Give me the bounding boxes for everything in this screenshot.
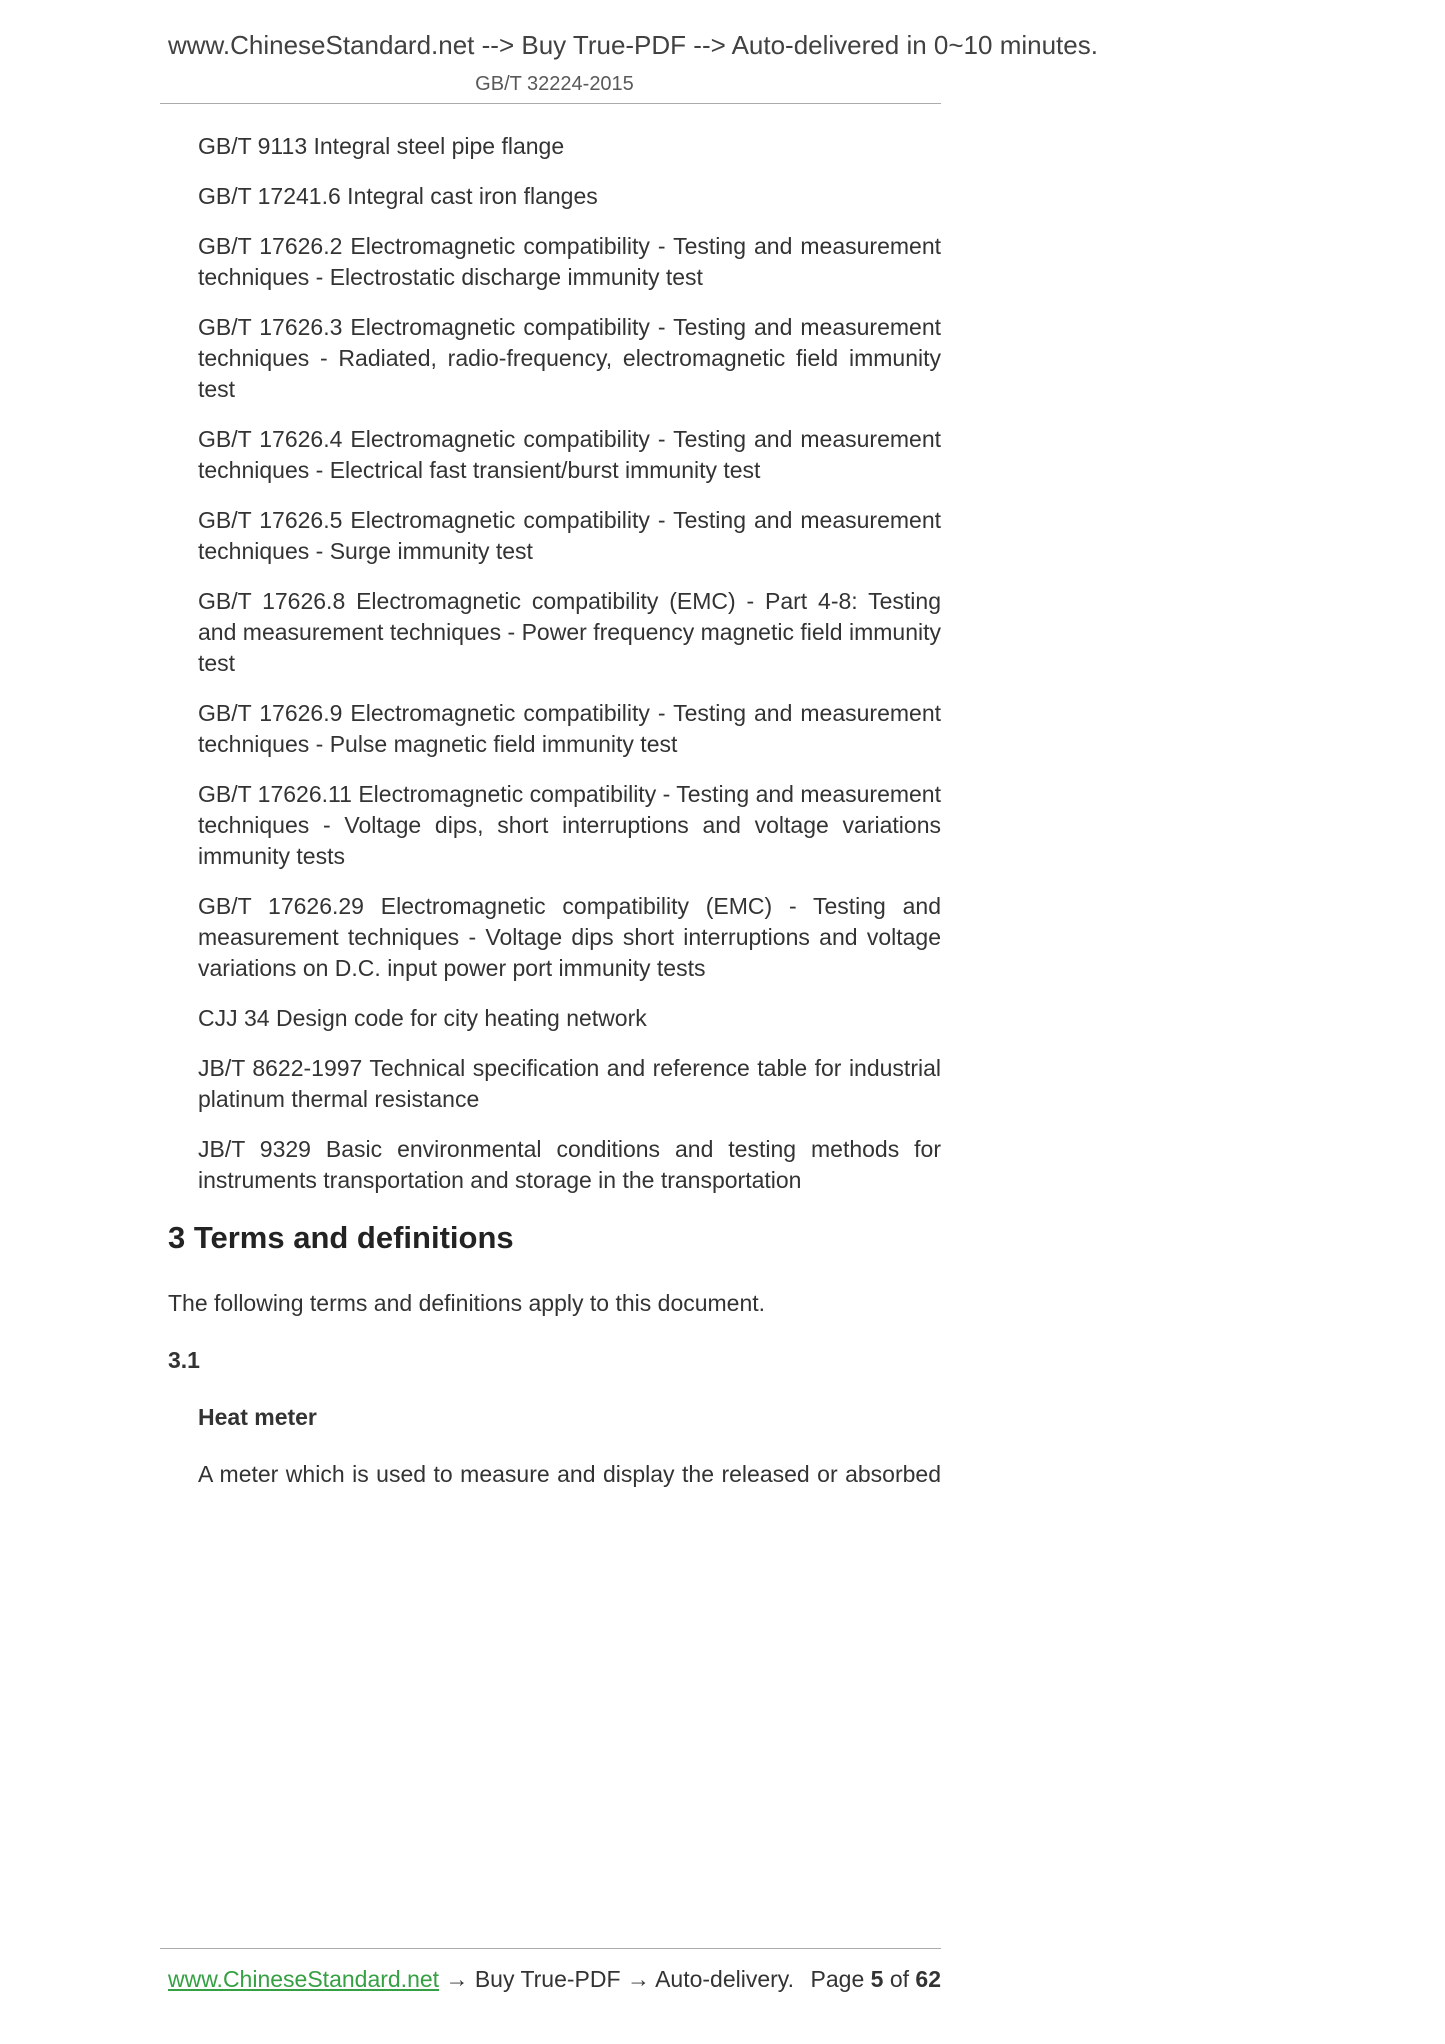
header-banner: www.ChineseStandard.net --> Buy True-PDF --> Auto-delivered in 0~10 minutes. (168, 30, 1098, 60)
reference-item: GB/T 9113 Integral steel pipe flange (198, 133, 565, 159)
page-total: 62 (915, 1966, 941, 1992)
reference-item: CJJ 34 Design code for city heating network (198, 1005, 647, 1031)
reference-item: GB/T 17626.11 Electromagnetic compatibility - Testing and measurement techniques - Voltage dips, short interruptions and voltage variations immunity tests (198, 781, 941, 869)
document-body (168, 131, 941, 1490)
header-doc-number: GB/T 32224-2015 (475, 73, 634, 95)
reference-item: GB/T 17626.4 Electromagnetic compatibility - Testing and measurement techniques - Electrical fast transient/burst immunity test (198, 426, 941, 483)
reference-item: JB/T 8622-1997 Technical specification and reference table for industrial platinum thermal resistance (198, 1055, 941, 1112)
term-name: Heat meter (198, 1404, 317, 1430)
term-number: 3.1 (168, 1347, 200, 1373)
arrow-right-icon: → (626, 1966, 650, 1992)
footer-left (168, 1966, 794, 1993)
reference-item: GB/T 17626.29 Electromagnetic compatibility (EMC) - Testing and measurement techniques - Voltage dips short interruptions and voltage variations on D.C. input power port immunity tests (198, 893, 941, 981)
page-header (168, 30, 1098, 96)
page-indicator (811, 1966, 941, 1993)
page-footer (168, 1966, 941, 1993)
reference-item: GB/T 17626.3 Electromagnetic compatibility - Testing and measurement techniques - Radiated, radio-frequency, electromagnetic field immunity test (198, 314, 941, 402)
reference-item: JB/T 9329 Basic environmental conditions and testing methods for instruments transportation and storage in the transportation (198, 1136, 941, 1193)
section-heading: 3 Terms and definitions (168, 1220, 514, 1255)
footer-delivery-text: Auto-delivery. (655, 1966, 794, 1992)
page-number: 5 (870, 1966, 884, 1992)
header-divider (160, 103, 941, 104)
footer-site-link[interactable]: www.ChineseStandard.net (168, 1966, 440, 1992)
reference-item: GB/T 17241.6 Integral cast iron flanges (198, 183, 598, 209)
footer-divider (160, 1948, 941, 1949)
section-intro: The following terms and definitions apply to this document. (168, 1290, 766, 1316)
reference-item: GB/T 17626.9 Electromagnetic compatibility - Testing and measurement techniques - Pulse magnetic field immunity test (198, 700, 941, 757)
term-definition: A meter which is used to measure and display the released or absorbed (198, 1461, 941, 1487)
footer-buy-text: Buy True-PDF (474, 1966, 621, 1992)
page-label: Page (810, 1966, 865, 1992)
reference-item: GB/T 17626.5 Electromagnetic compatibility - Testing and measurement techniques - Surge immunity test (198, 507, 941, 564)
reference-item: GB/T 17626.8 Electromagnetic compatibility (EMC) - Part 4-8: Testing and measurement techniques - Power frequency magnetic field immunity test (198, 588, 941, 676)
arrow-right-icon: → (445, 1966, 469, 1992)
reference-item: GB/T 17626.2 Electromagnetic compatibility - Testing and measurement techniques - Electrostatic discharge immunity test (198, 233, 941, 290)
of-label: of (889, 1966, 910, 1992)
